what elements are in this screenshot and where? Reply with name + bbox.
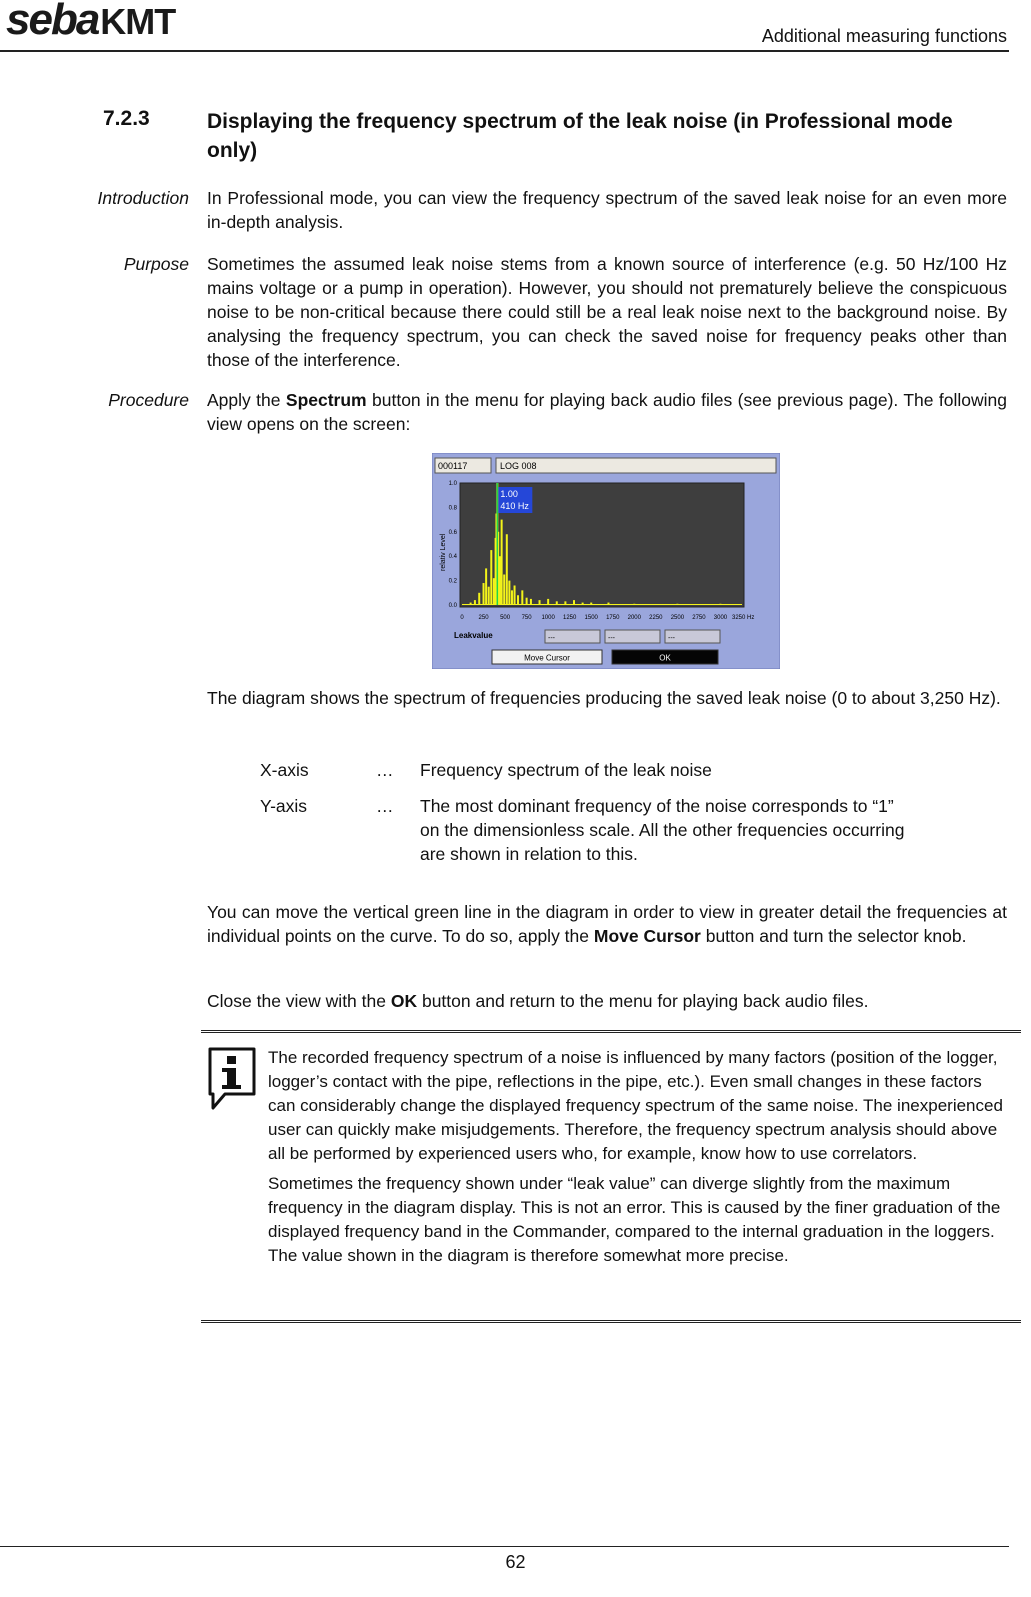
procedure-text-2: button in the menu for playing back audio files (see previous page). The following view opens on the screen:: [207, 390, 1007, 434]
y-tick-label: 0.8: [448, 505, 457, 512]
spectrum-keyword: Spectrum: [285, 390, 367, 410]
note-text-block: [268, 1046, 1008, 1274]
cursor-frequency: 410 Hz: [500, 501, 529, 511]
close-text-2: button and return to the menu for playing back audio files.: [417, 991, 869, 1011]
section-title: Displaying the frequency spectrum of the leak noise (in Professional mode only): [207, 110, 953, 162]
y-tick-label: 1.0: [448, 481, 457, 487]
spectrum-bar: [526, 598, 528, 605]
y-tick-label: 0.4: [448, 554, 457, 561]
spectrum-bar: [490, 550, 492, 605]
x-tick-label: 0: [460, 615, 464, 621]
move-text-1: You can move the vertical green line in the diagram in order to view in greater detail the frequencies at individual points on the curve. To do so, apply the: [207, 902, 1007, 946]
spectrum-bar: [506, 534, 508, 605]
note-paragraph-1: The recorded frequency spectrum of a noise is influenced by many factors (position of the logger, logger’s contact with the pipe, reflections in the pipe, etc.). Even small changes in these factors can considerably change the displayed frequency spectrum of the same noise. The inexperienced user can quickly make misjudgements. Therefore, the frequency spectrum analysis should above all be performed by experienced users who, for example, know how to use correlators.: [268, 1048, 1003, 1163]
spectrum-bar: [488, 587, 490, 605]
y-tick-label: 0.2: [448, 578, 457, 585]
spectrum-bar: [514, 585, 516, 605]
spectrum-bar: [521, 590, 523, 605]
leak-field-3-text: ---: [668, 635, 675, 642]
diagram-text: The diagram shows the spectrum of frequencies producing the saved leak noise (0 to about 3,250 Hz).: [207, 688, 1001, 708]
spectrum-baseline: [462, 604, 742, 605]
note-rule-top: [201, 1030, 1021, 1035]
spectrum-bar: [478, 593, 480, 605]
page-number: 62: [505, 1552, 526, 1572]
x-tick-label: 250: [478, 615, 489, 621]
y-axis-label: relativ Level: [440, 533, 447, 571]
close-text-1: Close the view with the: [207, 991, 391, 1011]
axis-term: X-axis: [260, 760, 309, 780]
logo-seba: seba: [6, 0, 99, 44]
x-tick-label: 3000: [713, 615, 728, 621]
header-rule: [0, 50, 1009, 52]
y-tick-label: 0.6: [448, 529, 457, 536]
procedure-paragraph: [207, 388, 1007, 436]
purpose-text: Sometimes the assumed leak noise stems from a known source of interference (e.g. 50 Hz/100 Hz mains voltage or a pump in operation). However, you should not prematurely believe the conspicuous noise to be non-critical because there could still be a real leak noise next to the background noise. By analysing the frequency spectrum, you can check the saved noise for frequency peaks other than those of the interference.: [207, 254, 1007, 370]
purpose-paragraph: [207, 252, 1007, 372]
move-cursor-button-label: Move Cursor: [524, 653, 570, 663]
side-label-purpose: Purpose: [123, 254, 189, 274]
diagram-paragraph: [207, 686, 1007, 710]
move-cursor-keyword: Move Cursor: [593, 926, 701, 946]
x-tick-label: 2000: [627, 615, 641, 621]
ok-button-label: OK: [659, 653, 671, 663]
spectrum-bar: [501, 520, 503, 605]
side-label-introduction: Introduction: [97, 188, 189, 208]
spectrum-bar: [493, 578, 495, 605]
id-field-text: 000117: [438, 461, 468, 471]
axis-dots: …: [376, 796, 394, 816]
company-logo: [6, 0, 176, 44]
x-tick-label: 1250: [563, 615, 577, 621]
ok-keyword: OK: [390, 991, 418, 1011]
x-tick-label: 2250: [649, 615, 663, 621]
spectrum-bar: [511, 590, 513, 605]
spectrum-bar: [503, 575, 505, 606]
footer-rule: [0, 1546, 1009, 1547]
x-tick-label: 1750: [606, 615, 620, 621]
x-tick-label: 500: [500, 615, 511, 621]
axis-term: Y-axis: [260, 796, 308, 816]
procedure-text-1: Apply the: [207, 390, 286, 410]
axis-dots: …: [376, 760, 394, 780]
intro-text: In Professional mode, you can view the frequency spectrum of the saved leak noise for an even more in-depth analysis.: [207, 188, 1007, 232]
spectrum-screen: [432, 453, 780, 669]
spectrum-bar: [485, 568, 487, 605]
leak-field-1-text: ---: [548, 635, 555, 642]
header-title: Additional measuring functions: [761, 26, 1007, 46]
intro-paragraph: [207, 186, 1007, 234]
log-field-text: LOG 008: [500, 461, 537, 471]
log-field: [496, 458, 776, 473]
move-cursor-paragraph: [207, 900, 1007, 948]
note-rule-bottom: [201, 1320, 1021, 1325]
x-tick-label: 2750: [692, 615, 706, 621]
side-label-procedure: Procedure: [108, 390, 189, 410]
logo-kmt: KMT: [100, 1, 176, 42]
cursor-value: 1.00: [500, 489, 518, 499]
close-paragraph: [207, 989, 1007, 1013]
section-number: 7.2.3: [103, 107, 150, 130]
info-icon: [207, 1046, 257, 1112]
spectrum-bar: [508, 581, 510, 605]
x-tick-label: 3250 Hz: [732, 615, 755, 621]
axis-definition: Frequency spectrum of the leak noise: [420, 760, 712, 780]
spectrum-bar: [517, 595, 519, 605]
move-text-2: button and turn the selector knob.: [700, 926, 967, 946]
spectrum-bar: [483, 583, 485, 605]
axis-definition: The most dominant frequency of the noise corresponds to “1” on the dimensionless scale. All the other frequencies occurring are shown in relation to this.: [420, 796, 905, 864]
note-paragraph-2: Sometimes the frequency shown under “leak value” can diverge slightly from the maximum frequency in the diagram display. This is not an error. This is caused by the finer graduation of the displayed frequency band in the Commander, compared to the internal graduation in the loggers. The value shown in the diagram is therefore somewhat more precise.: [268, 1174, 1001, 1265]
x-tick-label: 2500: [670, 615, 685, 621]
leakvalue-label: Leakvalue: [454, 631, 493, 640]
y-tick-label: 0.0: [448, 603, 457, 609]
x-tick-label: 1500: [584, 615, 598, 621]
x-tick-label: 750: [521, 615, 532, 621]
spectrum-bar: [499, 556, 501, 605]
leak-field-2-text: ---: [608, 635, 615, 642]
x-tick-label: 1000: [541, 615, 555, 621]
